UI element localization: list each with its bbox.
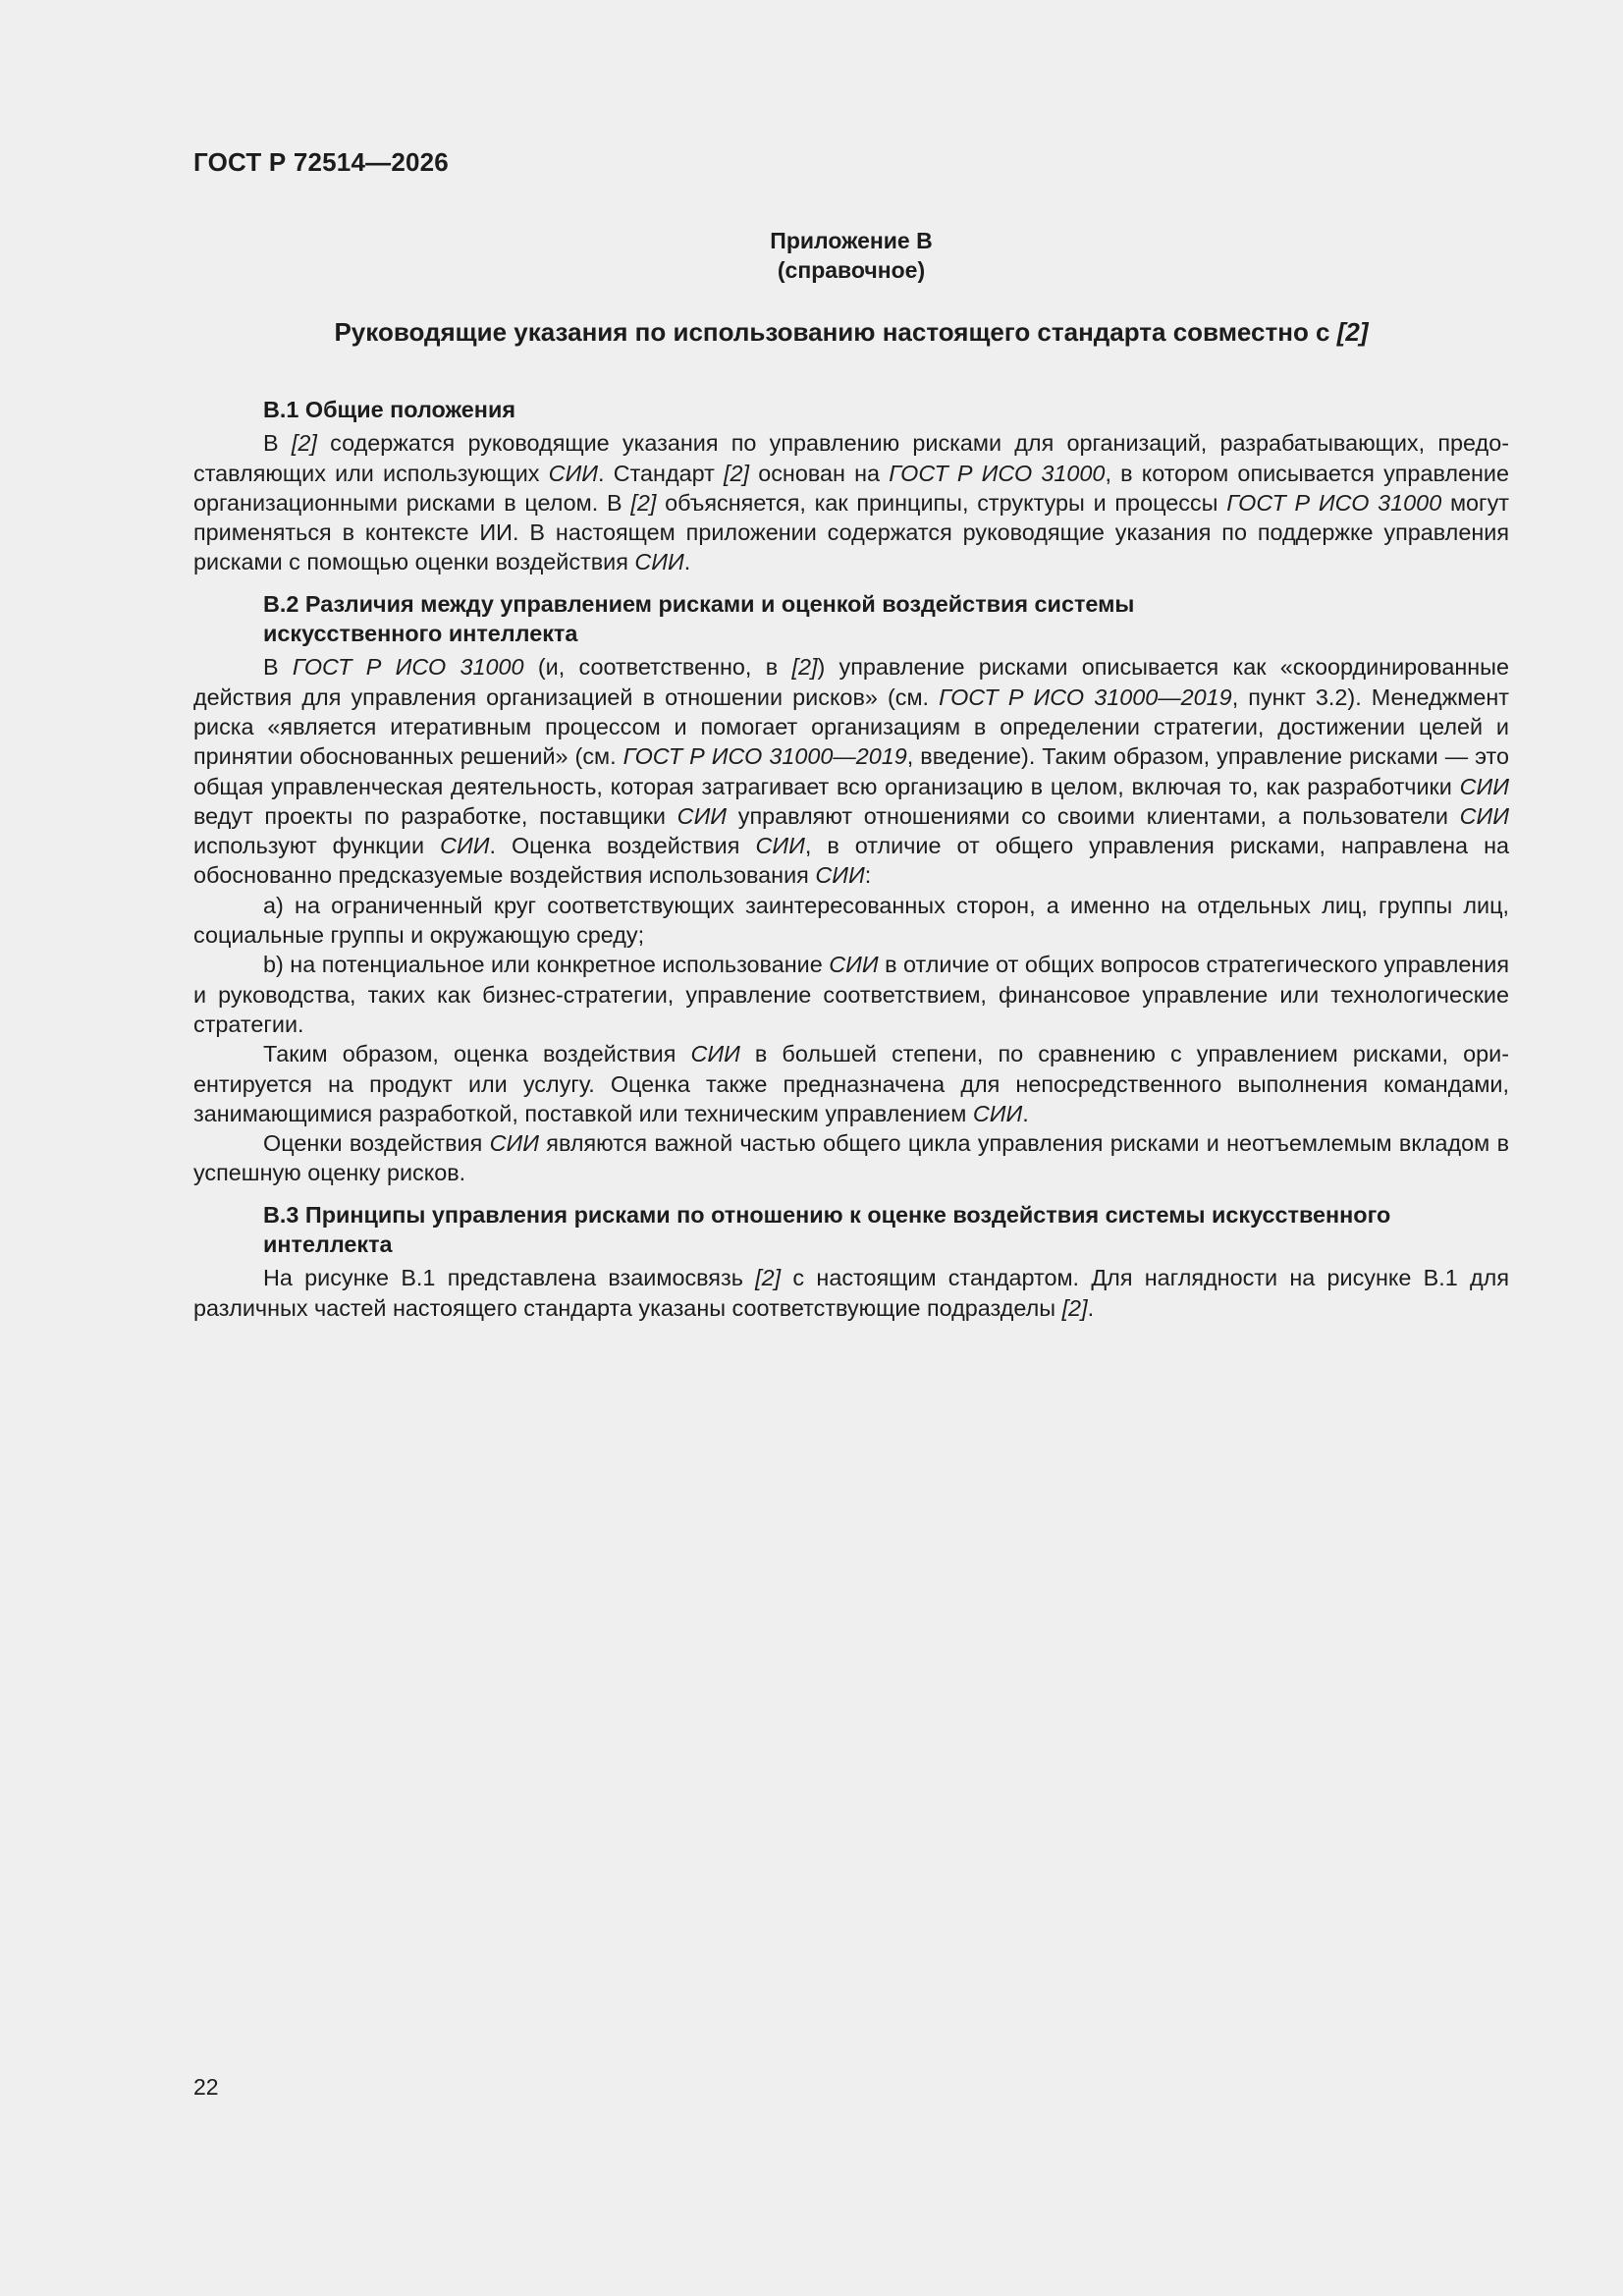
italic-reference: СИИ bbox=[1459, 802, 1509, 829]
document-code: ГОСТ Р 72514—2026 bbox=[193, 147, 449, 177]
italic-reference: СИИ bbox=[1459, 773, 1509, 799]
annex-heading-text: Руководящие указания по использованию настоящего стандарта совместно с bbox=[334, 317, 1337, 347]
italic-reference: СИИ bbox=[634, 549, 684, 575]
italic-reference: [2] bbox=[755, 1265, 782, 1291]
italic-reference: [2] bbox=[291, 430, 317, 457]
section-b2-list-item-a: a) на ограниченный круг соответствующих заинтересованных сторон, а именно на отдельных лиц, группы лиц, социальные группы и окружающую среду; bbox=[193, 892, 1509, 949]
section-b2-paragraph-1: В ГОСТ Р ИСО 31000 (и, соответственно, в [2]) управление рисками описывается как «скоординированные действия для управления организацией в отношении рисков» (см. ГОСТ Р ИСО 31000—2019, пункт 3.2). Менеджмент риска «является итеративным процессом и помогает организациям в определении стратегии, достижении целей и принятии обоснованных решений» (см. ГОСТ Р ИСО 31000—2019, введение). Таким образом, управление рисками — это общая управленческая деятельность, которая затрагивает всю организацию в целом, включая то, как разработчики СИИ ведут проекты по разработке, поставщики СИИ управляют отношениями со своими клиентами, а пользователи СИИ используют функции СИИ. Оценка воздействия СИИ, в отличие от общего управления рисками, направлена на обоснованно предсказуемые воздействия использования СИИ: bbox=[193, 654, 1510, 889]
section-b2-paragraph-3: Оценки воздействия СИИ являются важной частью общего цикла управления рисками и неотъемлемым вкладом в успешную оценку рисков. bbox=[193, 1130, 1509, 1186]
annex-heading bbox=[193, 317, 1509, 348]
section-b2-list-item-b: b) на потенциальное или конкретное использование СИИ в отличие от общих вопросов стратегического управления и руководства, таких как бизнес-стратегии, управление соответствием, финансовое управление или технологические стратегии. bbox=[193, 952, 1509, 1037]
annex-type: (справочное) bbox=[777, 257, 926, 283]
italic-reference: ГОСТ Р ИСО 31000 bbox=[292, 654, 524, 681]
section-b2-title-line2: искусственного интеллекта bbox=[263, 621, 578, 647]
document-body bbox=[193, 395, 1509, 1323]
italic-reference: ГОСТ Р ИСО 31000 bbox=[889, 460, 1106, 486]
section-b3-title-line1: В.3 Принципы управления рисками по отношению к оценке воздействия системы искусственного bbox=[263, 1201, 1391, 1228]
section-b3-title-line2: интеллекта bbox=[263, 1231, 393, 1258]
annex-heading-ref: [2] bbox=[1336, 317, 1369, 347]
italic-reference: СИИ bbox=[829, 952, 879, 978]
italic-reference: [2] bbox=[1061, 1294, 1088, 1321]
section-b3-title bbox=[193, 1200, 1509, 1260]
italic-reference: СИИ bbox=[440, 833, 490, 859]
page-number: 22 bbox=[193, 2074, 219, 2100]
italic-reference: ГОСТ Р ИСО 31000—2019 bbox=[622, 743, 907, 770]
italic-reference: ГОСТ Р ИСО 31000 bbox=[1226, 489, 1442, 516]
italic-reference: [2] bbox=[724, 460, 750, 486]
section-b1-title: В.1 Общие положения bbox=[263, 397, 515, 422]
section-b2-title bbox=[193, 589, 1509, 649]
italic-reference: [2] bbox=[791, 654, 818, 681]
italic-reference: СИИ bbox=[690, 1041, 740, 1067]
italic-reference: СИИ bbox=[489, 1130, 539, 1157]
italic-reference: [2] bbox=[630, 489, 657, 516]
section-b2-paragraph-2: Таким образом, оценка воздействия СИИ в большей степени, по сравнению с управлением рисками, ориентируется на продукт или услугу. Оценка также предназначена для непосредственного выполнения командами, занимающимися разработкой, поставкой или техническим управлением СИИ. bbox=[193, 1041, 1509, 1126]
italic-reference: СИИ bbox=[972, 1100, 1023, 1126]
annex-label: Приложение В bbox=[770, 228, 933, 253]
section-b2-title-line1: В.2 Различия между управлением рисками и оценкой воздействия системы bbox=[263, 590, 1135, 617]
annex-title bbox=[193, 226, 1509, 285]
italic-reference: СИИ bbox=[548, 460, 599, 486]
italic-reference: СИИ bbox=[755, 833, 805, 859]
italic-reference: СИИ bbox=[815, 862, 865, 889]
italic-reference: ГОСТ Р ИСО 31000—2019 bbox=[939, 683, 1232, 710]
section-b1-paragraph: В [2] содержатся руководящие указания по управлению рисками для организаций, разрабатывающих, предоставляющих или использующих СИИ. Стандарт [2] основан на ГОСТ Р ИСО 31000, в котором описывается управление организационными рисками в целом. В [2] объясняется, как принципы, структуры и процессы ГОСТ Р ИСО 31000 могут применяться в контексте ИИ. В настоящем приложении содержатся руководящие указания по поддержке управления рисками с помощью оценки воздействия СИИ. bbox=[193, 430, 1509, 575]
italic-reference: СИИ bbox=[676, 802, 728, 829]
section-b3-paragraph: На рисунке В.1 представлена взаимосвязь [2] с настоящим стандартом. Для наглядности на рисунке В.1 для различных частей настоящего стандарта указаны соответствующие подразделы [2]. bbox=[193, 1265, 1509, 1321]
